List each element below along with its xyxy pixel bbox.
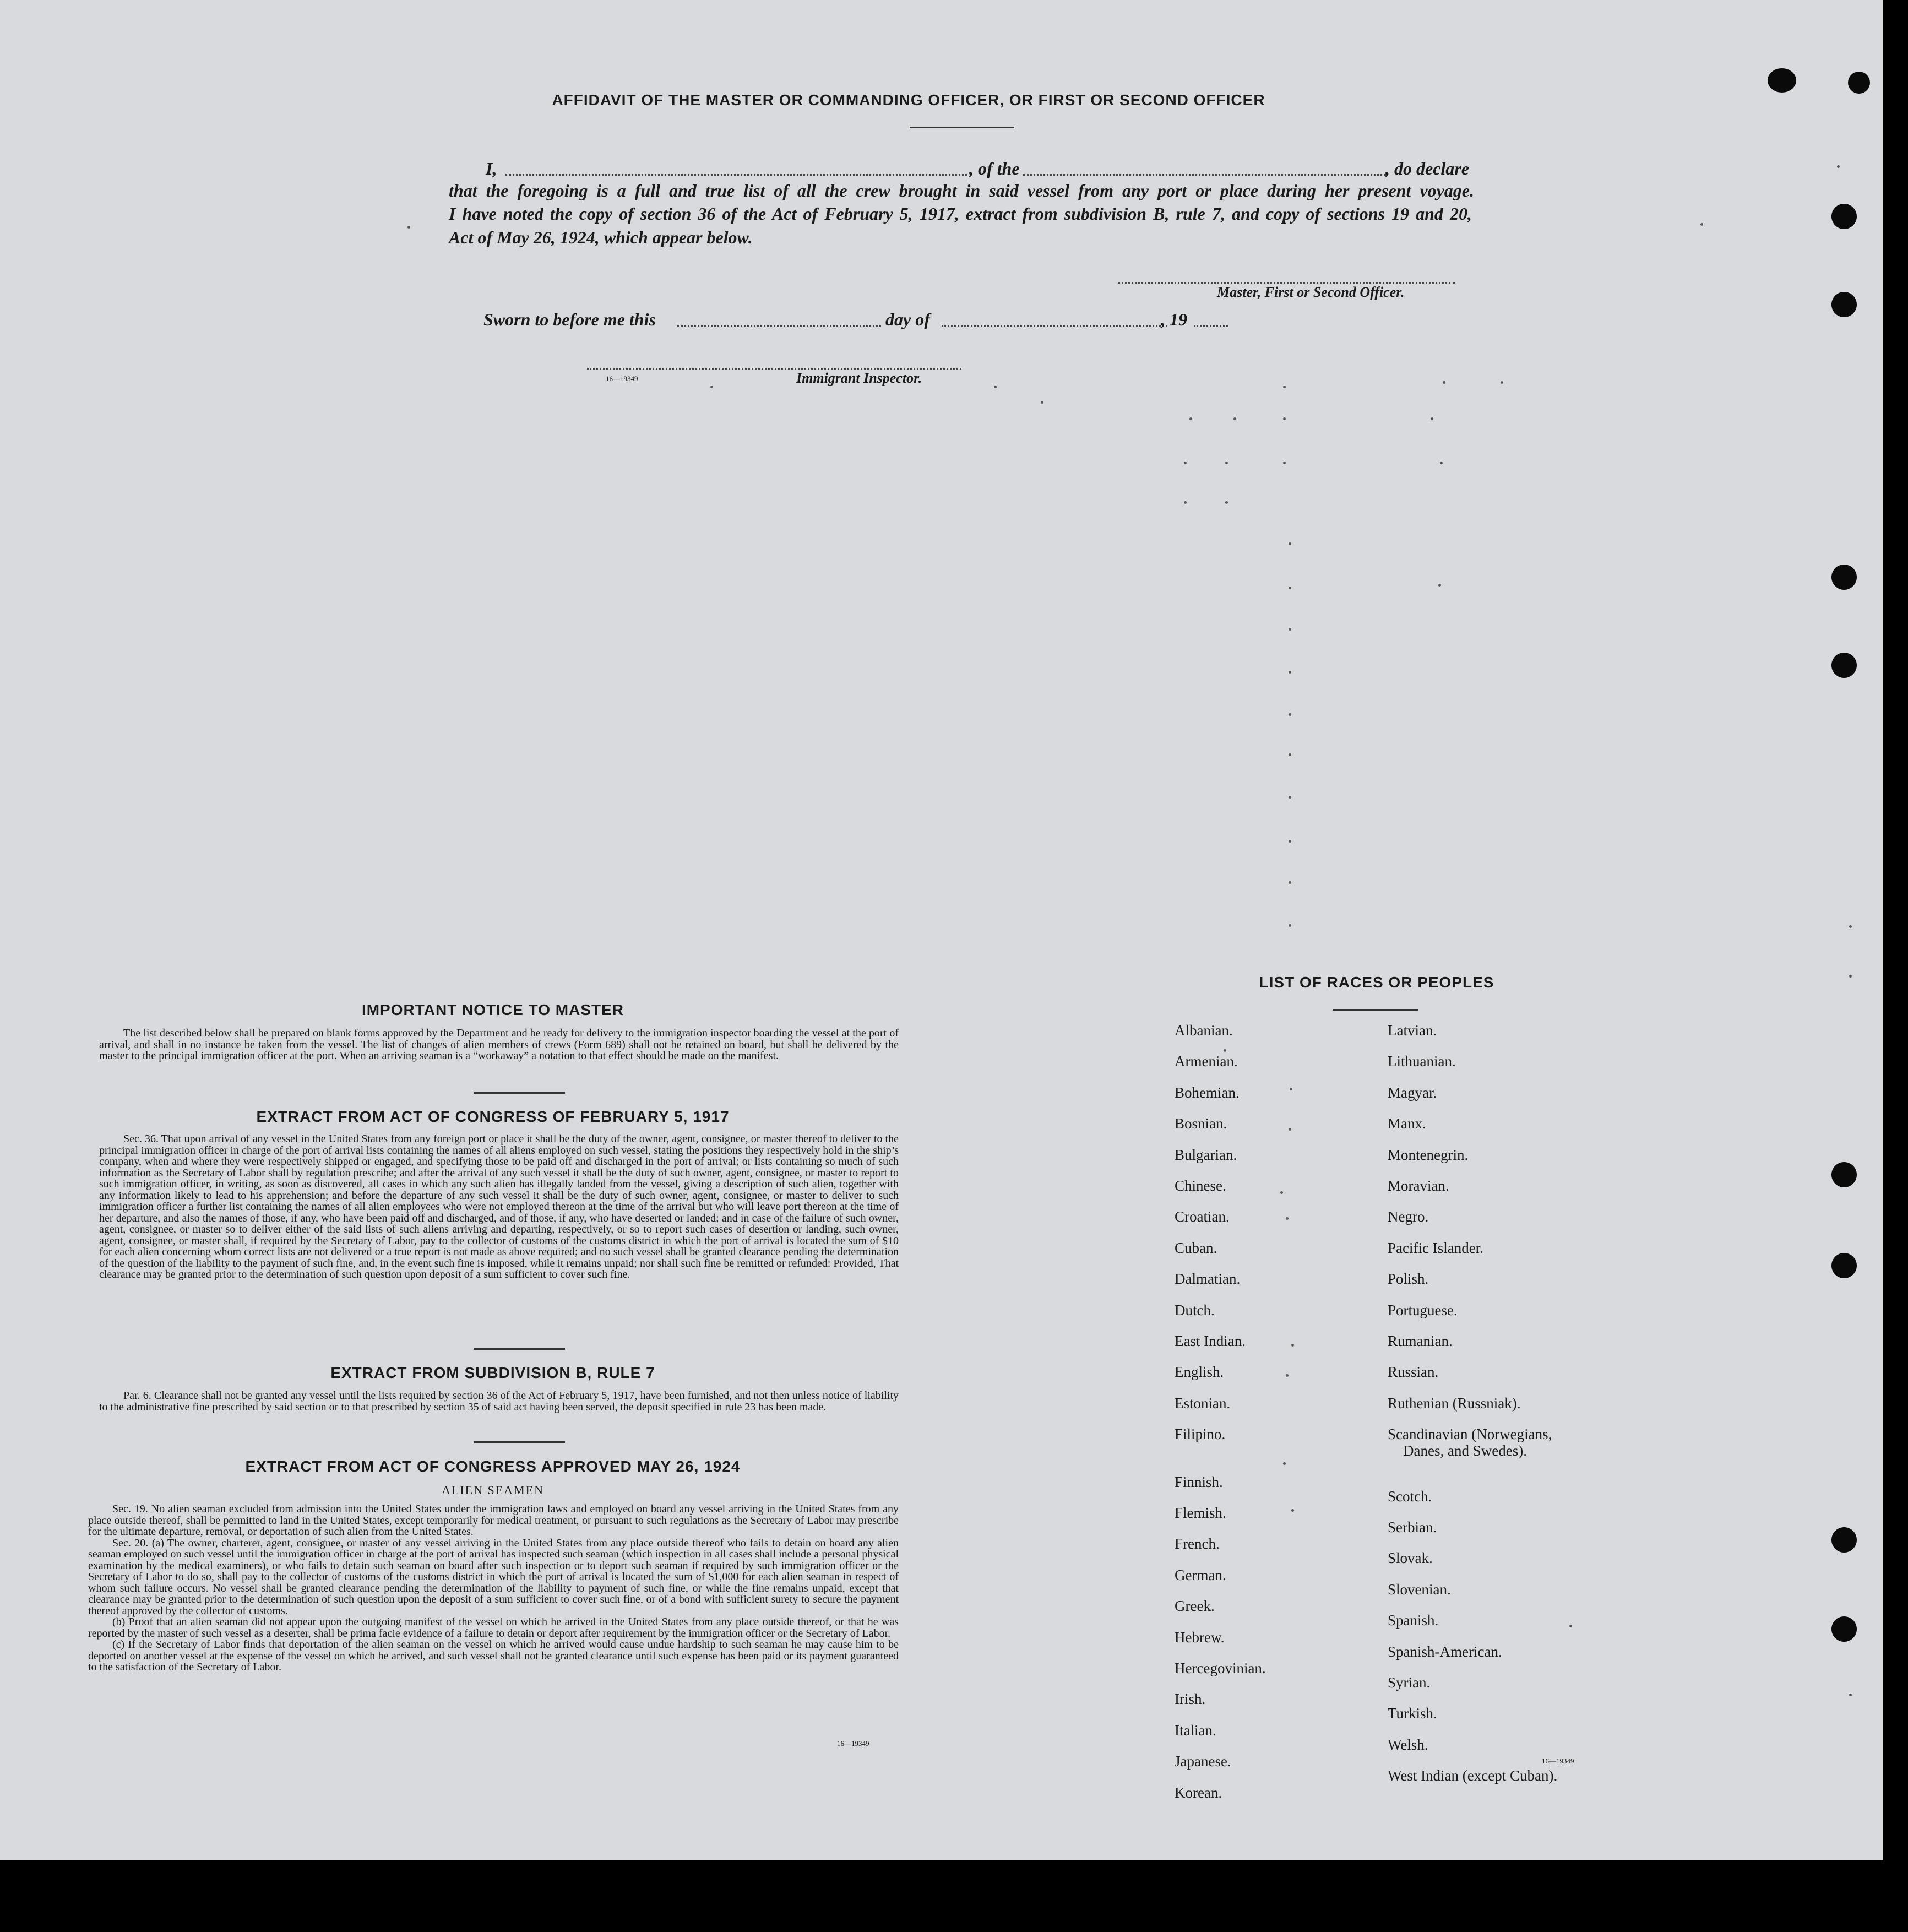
- right-race-item: Pacific Islander.: [1388, 1239, 1483, 1256]
- races-underline: [1333, 1009, 1418, 1011]
- left-race-item: Armenian.: [1175, 1053, 1238, 1070]
- affidavit-line-4: Act of May 26, 1924, which appear below.: [449, 227, 753, 247]
- speck: [1286, 1217, 1289, 1220]
- left-race-item: Finnish.: [1175, 1473, 1223, 1490]
- left-race-item: French.: [1175, 1535, 1220, 1553]
- binder-hole: [1831, 565, 1857, 590]
- binder-hole: [1831, 1616, 1857, 1642]
- sworn-year-blank[interactable]: [1194, 325, 1228, 327]
- affidavit-i-label: I,: [486, 159, 497, 178]
- speck: [1189, 417, 1192, 420]
- sec-36-paragraph: Sec. 36. That upon arrival of any vessel in the United States from any foreign port or place it shall be the duty of the owner, agent, consignee, or master thereof to deliver to the principal immigration officer in charge of the port of arrival lists containing the names of all aliens employed on such vessel, stating the positions they respectively hold in the ship’s company, when and where they were respectively shipped or engaged, and specifying those to be paid off and discharged in the port of arrival; or lists containing so much of such information as the Secretary of Labor shall by regulation prescribe; and after the arrival of any such vessel it shall be the duty of such owner, agent, consignee, or master to report to such immigration officer, in writing, as soon as discovered, all cases in which any such alien has illegally landed from the vessel, giving a description of such alien, together with any information likely to lead to his apprehension; and before the departure of any such vessel it shall be the duty of such owner, agent, consignee, or master to deliver to such immigration officer a further list containing the names of all alien employees who were not employed thereon at the time of the arrival but who will leave port thereon at the time of her departure, and also the names of those, if any, who have been paid off and discharged, and of those, if any, who have deserted or landed; and in case of the failure of such owner, agent, consignee, or master so to deliver either of the said lists of such aliens arriving and departing, respectively, or so to report such cases of desertion or landing, such owner, agent, consignee, or master shall, if required by the Secretary of Labor, pay to the collector of customs of the customs district in which the port of arrival is located the sum of $10 for each alien concerning whom correct lists are not delivered or a true report is not made as above required; and no such vessel shall be granted clearance pending the determination of the question of the liability to the payment of such fine, and, in the event such fine is imposed, while it remains unpaid; nor shall such fine be remitted or refunded: Provided, That clearance may be granted prior to the determination of such question upon deposit of a sum sufficient to cover such fine.: [99, 1133, 899, 1280]
- speck: [710, 386, 713, 388]
- speck: [1289, 713, 1291, 716]
- extract-1924-text: [88, 1504, 899, 1673]
- left-race-item: Croatian.: [1175, 1208, 1230, 1225]
- left-race-item: English.: [1175, 1364, 1224, 1381]
- left-race-item: Bohemian.: [1175, 1084, 1240, 1101]
- left-race-item: Estonian.: [1175, 1394, 1231, 1412]
- master-signature-blank[interactable]: [1118, 282, 1455, 284]
- speck: [1283, 386, 1286, 388]
- ink-blot: [1848, 72, 1870, 94]
- speck: [1289, 796, 1291, 799]
- speck: [1283, 1462, 1286, 1465]
- speck: [1233, 417, 1236, 420]
- right-race-item: Portuguese.: [1388, 1301, 1458, 1318]
- right-race-item: Moravian.: [1388, 1177, 1449, 1194]
- left-race-item: Hebrew.: [1175, 1629, 1225, 1646]
- right-race-item: West Indian (except Cuban).: [1388, 1767, 1558, 1784]
- year-label: , 19: [1161, 310, 1187, 329]
- right-race-item: Slovenian.: [1388, 1581, 1451, 1598]
- speck: [1289, 628, 1291, 631]
- right-race-item: Welsh.: [1388, 1736, 1428, 1753]
- extract-1917-title: EXTRACT FROM ACT OF CONGRESS OF FEBRUARY 5, 1917: [256, 1108, 730, 1125]
- left-race-item: Bulgarian.: [1175, 1146, 1237, 1163]
- rule-7-title: EXTRACT FROM SUBDIVISION B, RULE 7: [330, 1364, 655, 1381]
- affidavit-of-the-label: , of the: [969, 159, 1020, 178]
- speck: [1286, 1374, 1289, 1377]
- binder-hole: [1831, 1253, 1857, 1278]
- speck: [1700, 223, 1703, 226]
- binder-hole: [1831, 1162, 1857, 1187]
- speck: [994, 386, 997, 388]
- speck: [1289, 587, 1291, 589]
- extract-1917-text: [99, 1133, 899, 1280]
- speck: [1443, 381, 1445, 384]
- speck: [1289, 1128, 1291, 1131]
- left-race-item: Cuban.: [1175, 1239, 1217, 1256]
- left-race-item: Dalmatian.: [1175, 1271, 1241, 1288]
- sworn-month-blank[interactable]: [942, 325, 1167, 327]
- affidavit-line-2: that the foregoing is a full and true list of all the crew brought in said vessel from any port or place during her present voyage.: [449, 181, 1474, 200]
- left-race-item: Irish.: [1175, 1691, 1206, 1708]
- affidavit-title: AFFIDAVIT OF THE MASTER OR COMMANDING OFFICER, OR FIRST OR SECOND OFFICER: [552, 91, 1265, 108]
- right-race-item: Spanish.: [1388, 1612, 1439, 1629]
- left-race-item: Korean.: [1175, 1784, 1222, 1801]
- speck: [1501, 381, 1503, 384]
- speck: [1184, 501, 1187, 504]
- speck: [1225, 501, 1228, 504]
- right-race-item: Spanish-American.: [1388, 1643, 1502, 1660]
- affidavit-do-declare-label: , do declare: [1385, 159, 1469, 178]
- notice-text: [99, 1028, 899, 1062]
- binder-hole: [1831, 204, 1857, 229]
- left-race-item: Hercegovinian.: [1175, 1660, 1266, 1676]
- master-signature-label: Master, First or Second Officer.: [1217, 284, 1405, 300]
- divider-1: [474, 1092, 565, 1094]
- extract-1924-title: EXTRACT FROM ACT OF CONGRESS APPROVED MAY 26, 1924: [245, 1458, 741, 1475]
- left-race-item: Italian.: [1175, 1722, 1216, 1739]
- races-form-number: 16—19349: [1542, 1757, 1574, 1765]
- races-title: LIST OF RACES OR PEOPLES: [1259, 974, 1494, 991]
- speck: [1283, 417, 1286, 420]
- speck: [1289, 840, 1291, 843]
- sec-20a-paragraph: Sec. 20. (a) The owner, charterer, agent, consignee, or master of any vessel arriving in the United States from any place outside thereof who fails to detain on board any alien seaman employed on such vessel until the immigration officer in charge at the port of arrival has inspected such seaman (which inspection in all cases shall include a personal physical examination by the medical examiners), or who fails to detain such seaman on board after such inspection or to deport such seaman if required by such immigration officer or the Secretary of Labor to do so, shall pay to the collector of customs of the customs district in which the port of arrival is located the sum of $1,000 for each alien seaman in respect of whom such failure occurs. No vessel shall be granted clearance pending the determination of the liability to payment of such fine, or while the fine remains unpaid, except that clearance may be granted prior to the determination of such question upon the deposit of a sum sufficient to cover such fine, or of a bond with sufficient surety to secure the payment thereof approved by the collector of customs.: [88, 1537, 899, 1617]
- right-race-item: Scandinavian (Norwegians,: [1388, 1426, 1552, 1443]
- speck: [1283, 462, 1286, 464]
- sec-19-paragraph: Sec. 19. No alien seaman excluded from admission into the United States under the immigration laws and employed on board any vessel arriving in the United States from any place outside thereof, shall be permitted to land in the United States, except temporarily for medical treatment, or pursuant to such regulations as the Secretary of Labor may prescribe for the ultimate departure, removal, or deportation of such alien from the United States.: [88, 1503, 899, 1538]
- right-race-item: Latvian.: [1388, 1022, 1437, 1039]
- divider-2: [474, 1348, 565, 1350]
- left-race-item: Bosnian.: [1175, 1115, 1227, 1132]
- left-race-item: Dutch.: [1175, 1301, 1215, 1318]
- inspector-label: Immigrant Inspector.: [796, 370, 922, 386]
- right-race-item: Montenegrin.: [1388, 1146, 1469, 1163]
- title-underline: [910, 127, 1014, 128]
- right-race-item: Polish.: [1388, 1271, 1429, 1288]
- notice-paragraph: The list described below shall be prepared on blank forms approved by the Department and be ready for delivery to the immigration inspector boarding the vessel at the port of arrival, and shall in no instance be taken from the vessel. The list of changes of alien members of crews (Form 689) shall not be retained on board, but shall be delivered by the master to the principal immigration officer at the port. When an arriving seaman is a “workaway” a notation to that effect should be made on the manifest.: [99, 1027, 899, 1062]
- rule-7-text: [99, 1390, 899, 1413]
- speck: [1225, 462, 1228, 464]
- speck: [1849, 975, 1852, 978]
- speck: [1289, 881, 1291, 884]
- speck: [1849, 1694, 1852, 1696]
- right-race-item: Rumanian.: [1388, 1333, 1453, 1349]
- right-race-item: Ruthenian (Russniak).: [1388, 1394, 1521, 1412]
- speck: [1291, 1344, 1294, 1347]
- sworn-label: Sworn to before me this: [483, 310, 656, 329]
- speck: [1438, 584, 1441, 587]
- notice-title: IMPORTANT NOTICE TO MASTER: [361, 1001, 624, 1018]
- speck: [1289, 542, 1291, 545]
- binder-hole: [1831, 1527, 1857, 1553]
- inspector-signature-blank[interactable]: [587, 368, 961, 370]
- speck: [1837, 165, 1840, 168]
- right-race-item: Syrian.: [1388, 1674, 1431, 1691]
- par-6-paragraph: Par. 6. Clearance shall not be granted any vessel until the lists required by section 36 of the Act of February 5, 1917, have been furnished, and not then unless notice of liability to the administrative fine prescribed by said section or to that prescribed by section 35 of said act having been served, the deposit specified in rule 23 has been made.: [99, 1390, 899, 1413]
- right-race-item: Negro.: [1388, 1208, 1429, 1225]
- day-of-label: day of: [885, 310, 930, 329]
- speck: [407, 226, 410, 229]
- speck: [1224, 1049, 1226, 1052]
- sec-20c-paragraph: (c) If the Secretary of Labor finds that deportation of the alien seaman on the vessel on which he arrived would cause undue hardship to such seaman he may cause him to be deported on another vessel at the expense of the vessel on which he arrived, and such vessel shall not be granted clearance until such expense has been paid or its payment guaranteed to the satisfaction of the Secretary of Labor.: [88, 1638, 899, 1673]
- speck: [1849, 925, 1852, 928]
- left-race-item: Greek.: [1175, 1598, 1215, 1615]
- right-race-item: Russian.: [1388, 1364, 1439, 1381]
- binder-hole: [1831, 292, 1857, 317]
- speck: [1289, 924, 1291, 927]
- speck: [1280, 1191, 1283, 1194]
- right-race-item: Danes, and Swedes).: [1403, 1442, 1527, 1459]
- right-race-item: Magyar.: [1388, 1084, 1437, 1101]
- name-blank[interactable]: [505, 174, 967, 176]
- alien-seamen-subtitle: ALIEN SEAMEN: [442, 1483, 544, 1497]
- right-race-item: Slovak.: [1388, 1550, 1433, 1567]
- binder-hole: [1831, 653, 1857, 678]
- affidavit-form-number: 16—19349: [606, 375, 638, 383]
- right-race-item: Manx.: [1388, 1115, 1426, 1132]
- left-race-item: Albanian.: [1175, 1022, 1233, 1039]
- left-race-item: Filipino.: [1175, 1426, 1226, 1443]
- speck: [1290, 1088, 1292, 1090]
- speck: [1041, 401, 1043, 404]
- speck: [1569, 1625, 1572, 1627]
- speck: [1291, 1509, 1294, 1512]
- left-race-item: Flemish.: [1175, 1505, 1226, 1521]
- speck: [1184, 462, 1187, 464]
- left-race-item: Japanese.: [1175, 1753, 1231, 1770]
- speck: [1431, 417, 1433, 420]
- sworn-day-blank[interactable]: [677, 325, 881, 327]
- right-race-item: Lithuanian.: [1388, 1053, 1456, 1070]
- left-race-item: German.: [1175, 1566, 1226, 1583]
- speck: [1289, 753, 1291, 756]
- right-race-item: Serbian.: [1388, 1519, 1437, 1535]
- left-race-item: East Indian.: [1175, 1333, 1246, 1349]
- right-race-item: Turkish.: [1388, 1705, 1437, 1722]
- speck: [1289, 671, 1291, 674]
- divider-3: [474, 1441, 565, 1443]
- ink-blot: [1768, 68, 1796, 93]
- sec-20b-paragraph: (b) Proof that an alien seaman did not appear upon the outgoing manifest of the vessel on which he arrived in the United States from any place outside thereof, or that he was reported by the master of such vessel as a deserter, shall be prima facie evidence of a failure to detain or deport after requirement by the immigration officer or the Secretary of Labor.: [88, 1616, 899, 1640]
- right-race-item: Scotch.: [1388, 1488, 1432, 1505]
- speck: [1440, 462, 1443, 464]
- left-race-item: Chinese.: [1175, 1177, 1226, 1194]
- extract-form-number: 16—19349: [837, 1739, 869, 1748]
- vessel-blank[interactable]: [1023, 174, 1387, 176]
- affidavit-line-3: I have noted the copy of section 36 of the Act of February 5, 1917, extract from subdivision B, rule 7, and copy of sections 19 and 20,: [449, 204, 1472, 224]
